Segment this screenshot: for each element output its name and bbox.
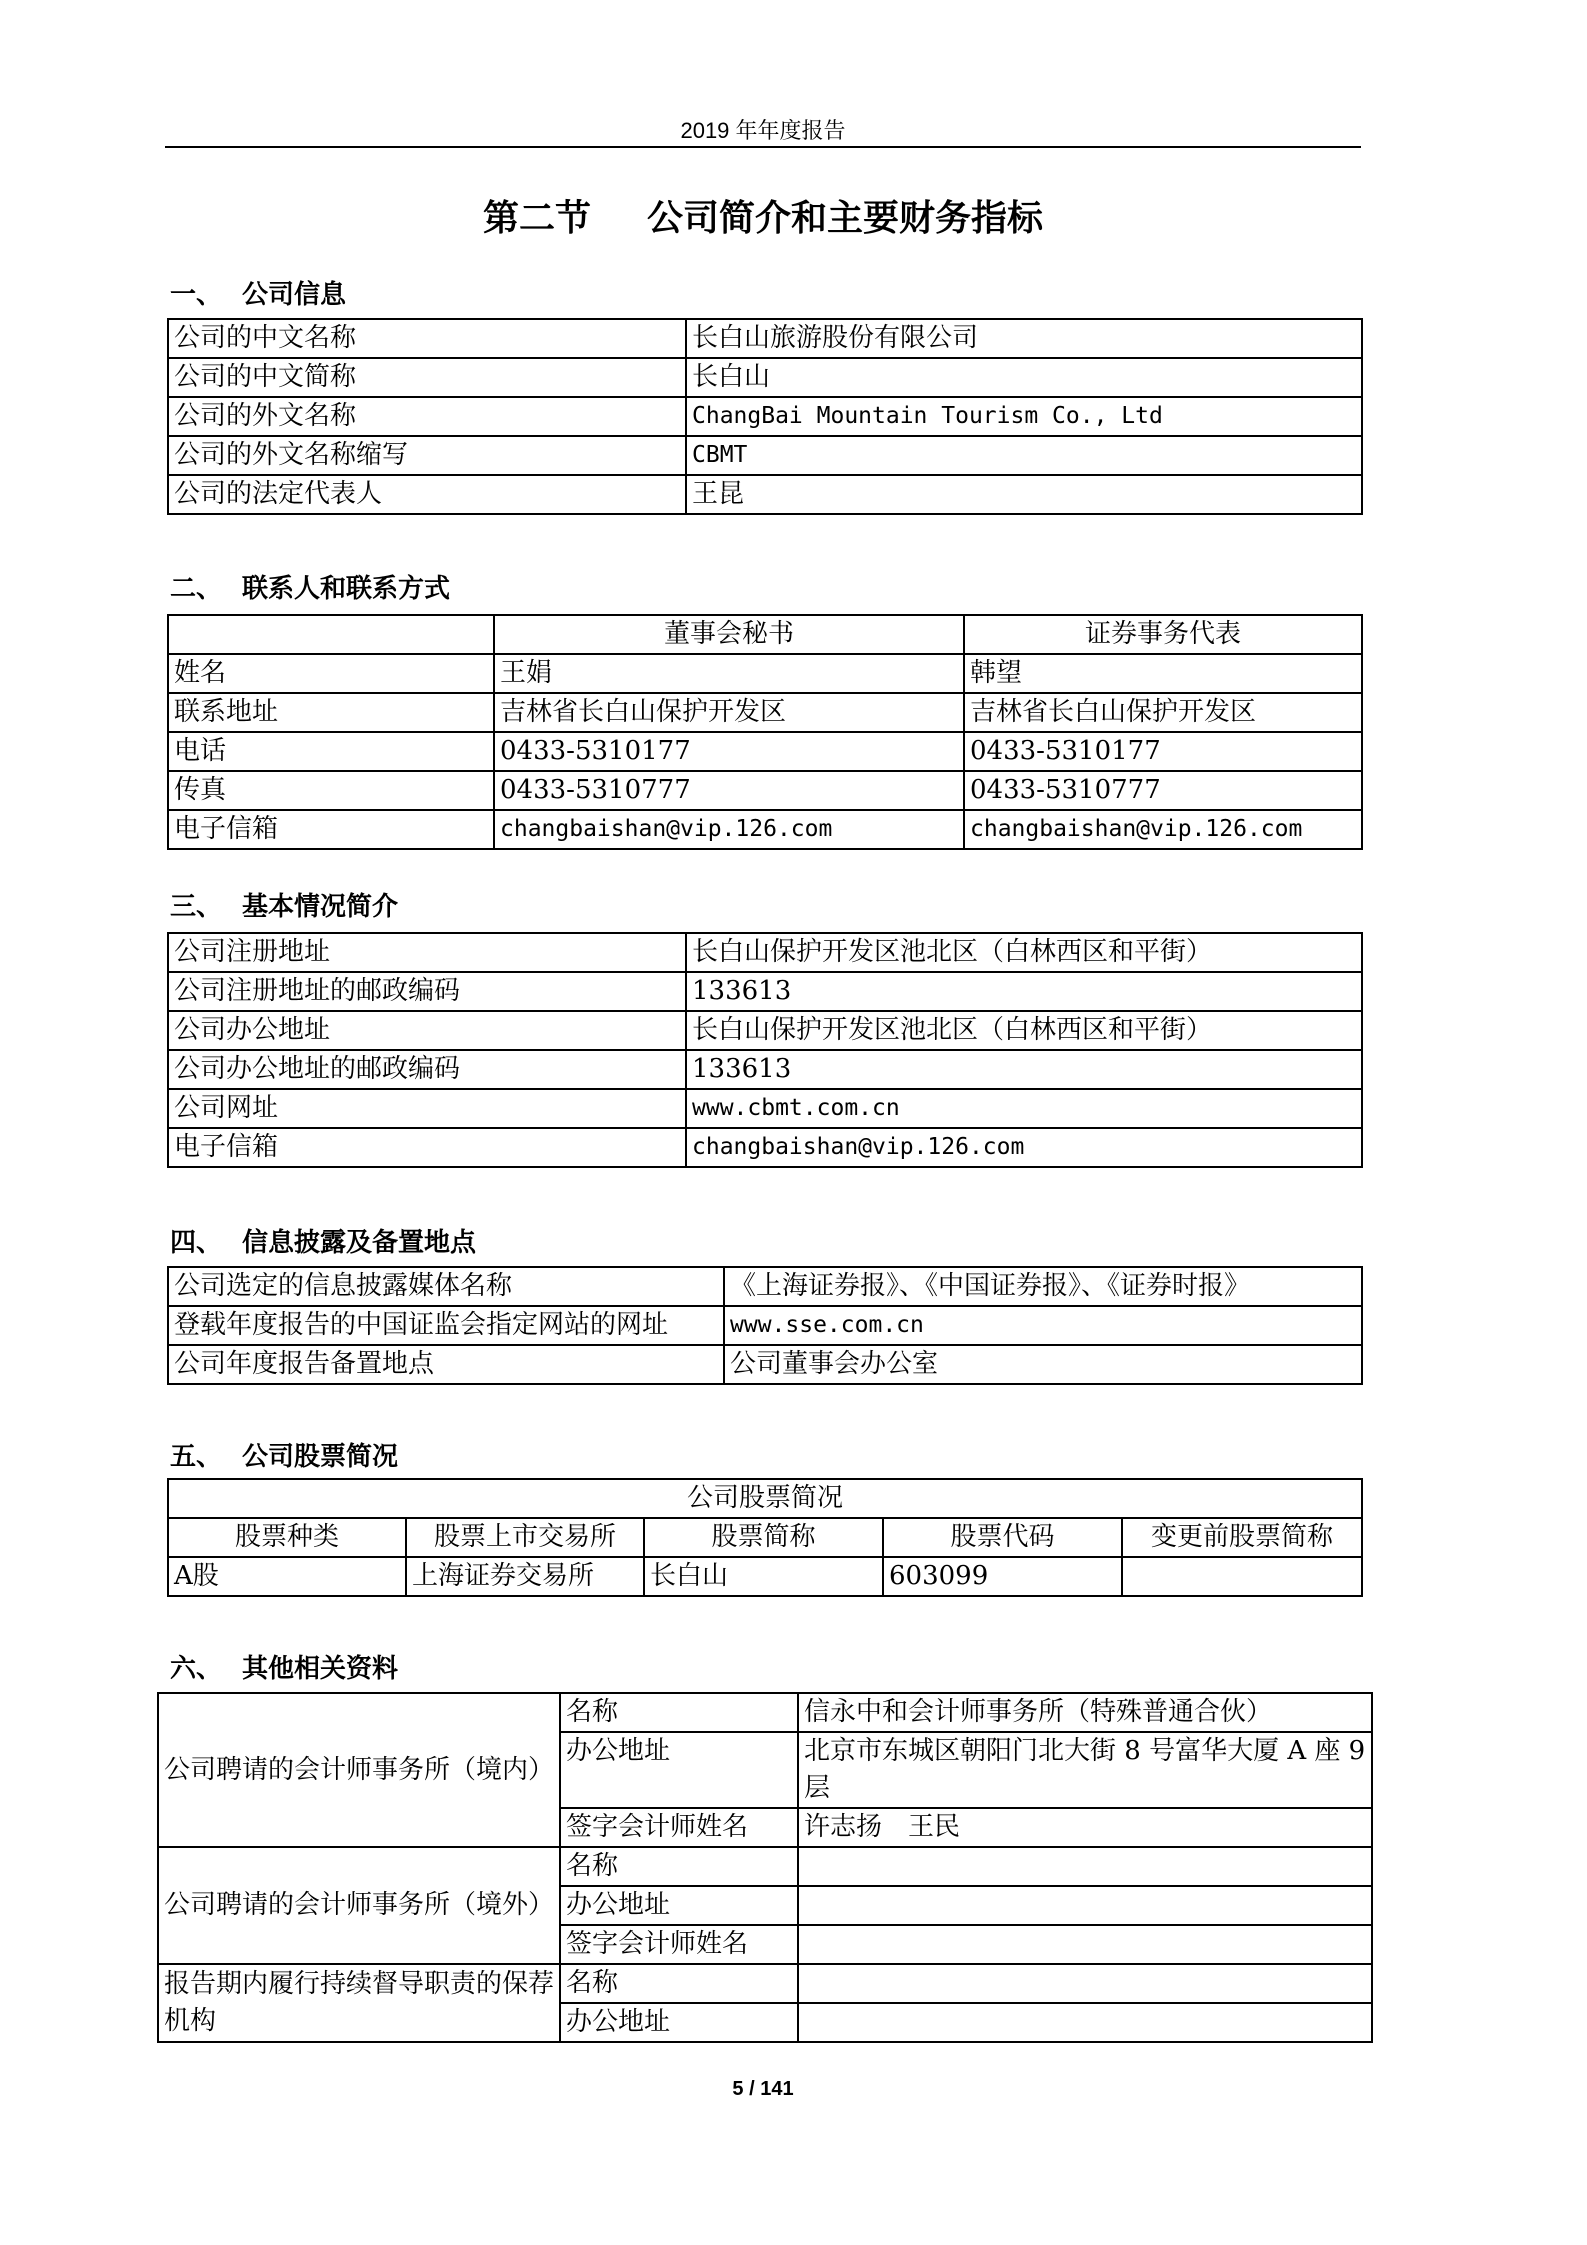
value-cell: CBMT <box>686 436 1362 475</box>
value-cell <box>798 2003 1372 2042</box>
label-cell: 公司年度报告备置地点 <box>168 1345 724 1384</box>
group-label-cell: 报告期内履行持续督导职责的保荐机构 <box>158 1964 560 2042</box>
table-row <box>168 1089 1362 1128</box>
table-row <box>168 1050 1362 1089</box>
column-header: 股票代码 <box>883 1518 1122 1557</box>
label-cell: 公司的法定代表人 <box>168 475 686 514</box>
field-label-cell: 签字会计师姓名 <box>560 1925 798 1964</box>
table-row <box>168 319 1362 358</box>
table-row <box>158 1693 1372 1732</box>
value-cell: www.cbmt.com.cn <box>686 1089 1362 1128</box>
value-cell: 0433-5310177 <box>964 732 1362 771</box>
other-info-table <box>157 1692 1373 2043</box>
table-row <box>168 654 1362 693</box>
value-cell: 长白山保护开发区池北区（白林西区和平街） <box>686 933 1362 972</box>
section-num: 六、 <box>170 1654 223 1684</box>
section-title: 信息披露及备置地点 <box>242 1228 477 1258</box>
value-cell: 韩望 <box>964 654 1362 693</box>
value-cell: 长白山 <box>686 358 1362 397</box>
section-title: 其他相关资料 <box>242 1654 399 1684</box>
table-row <box>168 1306 1362 1345</box>
value-cell: 0433-5310777 <box>494 771 964 810</box>
section-heading-basic-info <box>170 886 398 923</box>
value-cell: changbaishan@vip.126.com <box>494 810 964 849</box>
value-cell: 吉林省长白山保护开发区 <box>964 693 1362 732</box>
value-cell: 信永中和会计师事务所（特殊普通合伙） <box>798 1693 1372 1732</box>
company-info-table <box>167 318 1363 515</box>
field-label-cell: 名称 <box>560 1847 798 1886</box>
section-title: 公司股票简况 <box>242 1442 399 1472</box>
value-cell <box>798 1925 1372 1964</box>
value-cell: 许志扬 王民 <box>798 1808 1372 1847</box>
table-header-row <box>168 615 1362 654</box>
field-label-cell: 名称 <box>560 1964 798 2003</box>
label-cell: 公司办公地址 <box>168 1011 686 1050</box>
label-cell: 登载年度报告的中国证监会指定网站的网址 <box>168 1306 724 1345</box>
table-row <box>168 933 1362 972</box>
label-cell: 电话 <box>168 732 494 771</box>
basic-info-table <box>167 932 1363 1168</box>
empty-cell <box>168 615 494 654</box>
label-cell: 公司注册地址 <box>168 933 686 972</box>
disclosure-table <box>167 1266 1363 1385</box>
table-row <box>168 1557 1362 1596</box>
value-cell <box>798 1886 1372 1925</box>
field-label-cell: 办公地址 <box>560 1732 798 1808</box>
section-number: 第二节 <box>482 198 591 239</box>
table-caption-row <box>168 1479 1362 1518</box>
label-cell: 公司的外文名称 <box>168 397 686 436</box>
table-row <box>168 972 1362 1011</box>
table-row <box>168 436 1362 475</box>
value-cell: changbaishan@vip.126.com <box>964 810 1362 849</box>
value-cell: 吉林省长白山保护开发区 <box>494 693 964 732</box>
label-cell: 公司选定的信息披露媒体名称 <box>168 1267 724 1306</box>
value-cell: 王昆 <box>686 475 1362 514</box>
column-header: 董事会秘书 <box>494 615 964 654</box>
section-heading-other <box>170 1648 398 1685</box>
value-cell: 133613 <box>686 972 1362 1011</box>
field-label-cell: 办公地址 <box>560 1886 798 1925</box>
table-row <box>168 771 1362 810</box>
group-label-cell: 公司聘请的会计师事务所（境内） <box>158 1693 560 1847</box>
table-caption: 公司股票简况 <box>168 1479 1362 1518</box>
column-header: 股票种类 <box>168 1518 406 1557</box>
label-cell: 公司办公地址的邮政编码 <box>168 1050 686 1089</box>
label-cell: 传真 <box>168 771 494 810</box>
contacts-table <box>167 614 1363 850</box>
value-cell: 长白山旅游股份有限公司 <box>686 319 1362 358</box>
table-row <box>168 810 1362 849</box>
value-cell: 长白山 <box>644 1557 883 1596</box>
table-row <box>168 732 1362 771</box>
label-cell: 姓名 <box>168 654 494 693</box>
label-cell: 公司注册地址的邮政编码 <box>168 972 686 1011</box>
section-num: 三、 <box>170 892 223 922</box>
section-name: 公司简介和主要财务指标 <box>647 198 1044 239</box>
table-row <box>168 693 1362 732</box>
value-cell: 603099 <box>883 1557 1122 1596</box>
value-cell: changbaishan@vip.126.com <box>686 1128 1362 1167</box>
label-cell: 公司的外文名称缩写 <box>168 436 686 475</box>
table-row <box>168 1011 1362 1050</box>
value-cell <box>798 1847 1372 1886</box>
section-heading-company-info <box>170 274 346 311</box>
field-label-cell: 名称 <box>560 1693 798 1732</box>
value-cell: A股 <box>168 1557 406 1596</box>
value-cell: 133613 <box>686 1050 1362 1089</box>
table-row <box>168 397 1362 436</box>
value-cell: www.sse.com.cn <box>724 1306 1362 1345</box>
value-cell: 长白山保护开发区池北区（白林西区和平街） <box>686 1011 1362 1050</box>
group-label-cell: 公司聘请的会计师事务所（境外） <box>158 1847 560 1964</box>
table-row <box>168 1345 1362 1384</box>
section-heading-disclosure <box>170 1222 476 1259</box>
column-header: 证券事务代表 <box>964 615 1362 654</box>
value-cell: 上海证券交易所 <box>406 1557 644 1596</box>
table-row <box>168 475 1362 514</box>
label-cell: 联系地址 <box>168 693 494 732</box>
table-row <box>158 1847 1372 1886</box>
table-row <box>158 1964 1372 2003</box>
stock-table <box>167 1478 1363 1597</box>
field-label-cell: 签字会计师姓名 <box>560 1808 798 1847</box>
value-cell: 公司董事会办公室 <box>724 1345 1362 1384</box>
section-num: 二、 <box>170 574 223 604</box>
value-cell <box>798 1964 1372 2003</box>
page-number: 5 / 141 <box>732 2078 794 2100</box>
page-title <box>165 190 1361 241</box>
section-title: 联系人和联系方式 <box>242 574 451 604</box>
column-header: 股票简称 <box>644 1518 883 1557</box>
value-cell: ChangBai Mountain Tourism Co., Ltd <box>686 397 1362 436</box>
value-cell: 0433-5310177 <box>494 732 964 771</box>
value-cell: 王娟 <box>494 654 964 693</box>
value-cell: 0433-5310777 <box>964 771 1362 810</box>
label-cell: 公司的中文简称 <box>168 358 686 397</box>
table-row <box>168 358 1362 397</box>
value-cell: 北京市东城区朝阳门北大街 8 号富华大厦 A 座 9 层 <box>798 1732 1372 1808</box>
page-header: 2019 年年度报告 <box>680 118 846 143</box>
column-header: 变更前股票简称 <box>1122 1518 1362 1557</box>
label-cell: 电子信箱 <box>168 810 494 849</box>
label-cell: 公司的中文名称 <box>168 319 686 358</box>
section-num: 一、 <box>170 280 223 310</box>
header-rule <box>165 146 1361 148</box>
section-heading-stock <box>170 1436 398 1473</box>
section-title: 基本情况简介 <box>242 892 399 922</box>
label-cell: 公司网址 <box>168 1089 686 1128</box>
label-cell: 电子信箱 <box>168 1128 686 1167</box>
section-title: 公司信息 <box>242 280 347 310</box>
section-num: 四、 <box>170 1228 223 1258</box>
section-heading-contacts <box>170 568 450 605</box>
value-cell <box>1122 1557 1362 1596</box>
field-label-cell: 办公地址 <box>560 2003 798 2042</box>
value-cell: 《上海证券报》、《中国证券报》、《证券时报》 <box>724 1267 1362 1306</box>
section-num: 五、 <box>170 1442 223 1472</box>
table-row <box>168 1267 1362 1306</box>
table-header-row <box>168 1518 1362 1557</box>
column-header: 股票上市交易所 <box>406 1518 644 1557</box>
table-row <box>168 1128 1362 1167</box>
